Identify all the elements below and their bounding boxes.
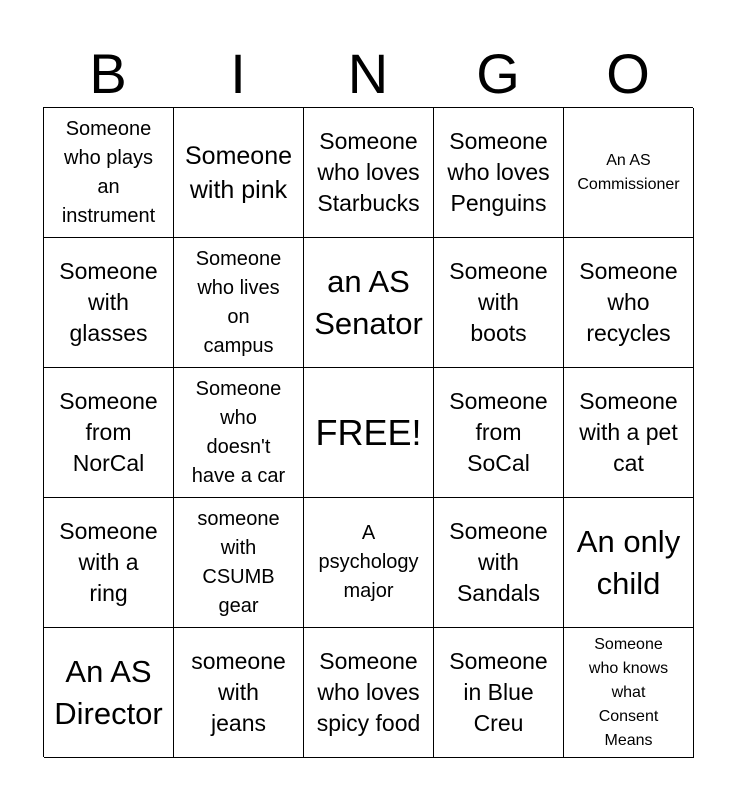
- bingo-cell-r4-c1[interactable]: Someone with a ring: [44, 498, 174, 628]
- bingo-cell-r5-c5[interactable]: Someone who knows what Consent Means: [564, 628, 694, 758]
- bingo-cell-r3-c2[interactable]: Someone who doesn't have a car: [174, 368, 304, 498]
- bingo-cell-r4-c3[interactable]: A psychology major: [304, 498, 434, 628]
- header-letter-n: N: [347, 42, 389, 105]
- bingo-cell-r5-c3[interactable]: Someone who loves spicy food: [304, 628, 434, 758]
- bingo-cell-r1-c4[interactable]: Someone who loves Penguins: [434, 108, 564, 238]
- bingo-cell-r3-c1[interactable]: Someone from NorCal: [44, 368, 174, 498]
- bingo-cell-r5-c2[interactable]: someone with jeans: [174, 628, 304, 758]
- bingo-cell-r4-c5[interactable]: An only child: [564, 498, 694, 628]
- header-letter-o: O: [606, 42, 650, 105]
- bingo-cell-r1-c1[interactable]: Someone who plays an instrument: [44, 108, 174, 238]
- bingo-cell-r1-c2[interactable]: Someone with pink: [174, 108, 304, 238]
- header-letter-i: I: [230, 42, 246, 105]
- bingo-cell-r4-c2[interactable]: someone with CSUMB gear: [174, 498, 304, 628]
- bingo-cell-r1-c5[interactable]: An AS Commissioner: [564, 108, 694, 238]
- free-space-cell[interactable]: FREE!: [304, 368, 434, 498]
- bingo-cell-r1-c3[interactable]: Someone who loves Starbucks: [304, 108, 434, 238]
- bingo-cell-r2-c2[interactable]: Someone who lives on campus: [174, 238, 304, 368]
- header-letter-b: B: [89, 42, 127, 105]
- bingo-board: [43, 107, 693, 757]
- bingo-cell-r2-c3[interactable]: an AS Senator: [304, 238, 434, 368]
- bingo-cell-r3-c4[interactable]: Someone from SoCal: [434, 368, 564, 498]
- bingo-cell-r2-c5[interactable]: Someone who recycles: [564, 238, 694, 368]
- bingo-cell-r4-c4[interactable]: Someone with Sandals: [434, 498, 564, 628]
- bingo-cell-r5-c4[interactable]: Someone in Blue Creu: [434, 628, 564, 758]
- bingo-cell-r5-c1[interactable]: An AS Director: [44, 628, 174, 758]
- header-letter-g: G: [476, 42, 520, 105]
- bingo-cell-r2-c4[interactable]: Someone with boots: [434, 238, 564, 368]
- bingo-cell-r3-c5[interactable]: Someone with a pet cat: [564, 368, 694, 498]
- bingo-header: [43, 40, 693, 108]
- bingo-cell-r2-c1[interactable]: Someone with glasses: [44, 238, 174, 368]
